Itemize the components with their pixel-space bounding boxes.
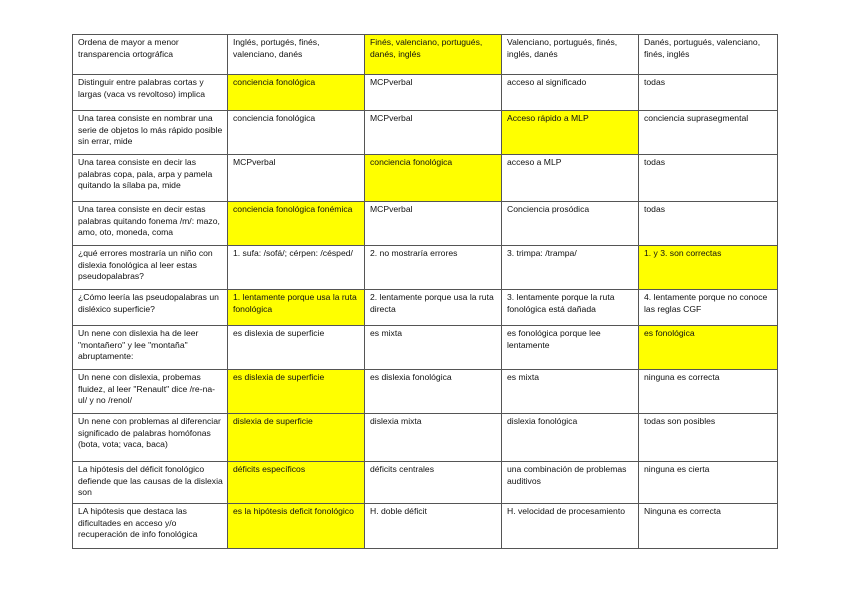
answer-cell-highlighted: 1. lentamente porque usa la ruta fonológica [228,290,365,326]
answer-cell: dislexia mixta [365,414,502,462]
answer-cell-highlighted: es dislexia de superficie [228,370,365,414]
table-row [73,246,778,290]
answer-cell: H. velocidad de procesamiento [502,504,639,549]
question-cell: Ordena de mayor a menor transparencia ortográfica [73,35,228,75]
quiz-table-body [73,35,778,549]
table-row [73,155,778,202]
table-row [73,326,778,370]
answer-cell-highlighted: déficits específicos [228,462,365,504]
answer-cell: Valenciano, portugués, finés, inglés, danés [502,35,639,75]
answer-cell: 1. sufa: /sofá/; cérpen: /césped/ [228,246,365,290]
table-row [73,35,778,75]
question-cell: La hipótesis del déficit fonológico defiende que las causas de la dislexia son [73,462,228,504]
answer-cell: MCPverbal [228,155,365,202]
table-row [73,504,778,549]
answer-cell: ninguna es correcta [639,370,778,414]
table-row [73,111,778,155]
answer-cell: todas [639,202,778,246]
answer-cell: ninguna es cierta [639,462,778,504]
question-cell: Un nene con dislexia, probemas fluidez, al leer "Renault" dice /re-na-ul/ y no /renol/ [73,370,228,414]
answer-cell: es dislexia de superficie [228,326,365,370]
answer-cell: 2. no mostraría errores [365,246,502,290]
question-cell: LA hipótesis que destaca las dificultades en acceso y/o recuperación de info fonológica [73,504,228,549]
answer-cell-highlighted: Acceso rápido a MLP [502,111,639,155]
answer-cell: acceso a MLP [502,155,639,202]
answer-cell-highlighted: 1. y 3. son correctas [639,246,778,290]
answer-cell: Ninguna es correcta [639,504,778,549]
answer-cell: Danés, portugués, valenciano, finés, inglés [639,35,778,75]
answer-cell: es dislexia fonológica [365,370,502,414]
question-cell: Una tarea consiste en decir las palabras copa, pala, arpa y pamela quitando la sílaba pa, mide [73,155,228,202]
answer-cell: 2. lentamente porque usa la ruta directa [365,290,502,326]
question-cell: ¿Cómo leería las pseudopalabras un disléxico superficie? [73,290,228,326]
answer-cell-highlighted: conciencia fonológica [228,75,365,111]
answer-cell-highlighted: dislexia de superficie [228,414,365,462]
table-row [73,370,778,414]
answer-cell: una combinación de problemas auditivos [502,462,639,504]
answer-cell: MCPverbal [365,202,502,246]
answer-cell: conciencia suprasegmental [639,111,778,155]
table-row [73,202,778,246]
answer-cell: todas son posibles [639,414,778,462]
answer-cell-highlighted: conciencia fonológica fonémica [228,202,365,246]
answer-cell: H. doble déficit [365,504,502,549]
quiz-table [72,34,778,549]
question-cell: Un nene con problemas al diferenciar significado de palabras homófonas (bota, vota; vaca, baca) [73,414,228,462]
answer-cell: todas [639,155,778,202]
question-cell: ¿qué errores mostraría un niño con dislexia fonológica al leer estas pseudopalabras? [73,246,228,290]
answer-cell: 3. trimpa: /trampa/ [502,246,639,290]
answer-cell: acceso al significado [502,75,639,111]
answer-cell: es mixta [365,326,502,370]
answer-cell: MCPverbal [365,75,502,111]
question-cell: Una tarea consiste en nombrar una serie de objetos lo más rápido posible sin errar, mide [73,111,228,155]
table-row [73,75,778,111]
answer-cell: déficits centrales [365,462,502,504]
table-row [73,462,778,504]
answer-cell: todas [639,75,778,111]
answer-cell: es mixta [502,370,639,414]
table-row [73,290,778,326]
answer-cell-highlighted: Finés, valenciano, portugués, danés, inglés [365,35,502,75]
answer-cell: Inglés, portugés, finés, valenciano, danés [228,35,365,75]
question-cell: Distinguir entre palabras cortas y largas (vaca vs revoltoso) implica [73,75,228,111]
answer-cell-highlighted: es fonológica [639,326,778,370]
question-cell: Una tarea consiste en decir estas palabras quitando fonema /m/: mazo, amo, oto, moneda, coma [73,202,228,246]
answer-cell: es fonológica porque lee lentamente [502,326,639,370]
answer-cell-highlighted: conciencia fonológica [365,155,502,202]
table-row [73,414,778,462]
answer-cell: conciencia fonológica [228,111,365,155]
answer-cell: dislexia fonológica [502,414,639,462]
answer-cell: 4. lentamente porque no conoce las reglas CGF [639,290,778,326]
answer-cell-highlighted: es la hipótesis deficit fonológico [228,504,365,549]
question-cell: Un nene con dislexia ha de leer "montañero" y lee "montaña" abruptamente: [73,326,228,370]
answer-cell: 3. lentamente porque la ruta fonológica está dañada [502,290,639,326]
answer-cell: MCPverbal [365,111,502,155]
answer-cell: Conciencia prosódica [502,202,639,246]
